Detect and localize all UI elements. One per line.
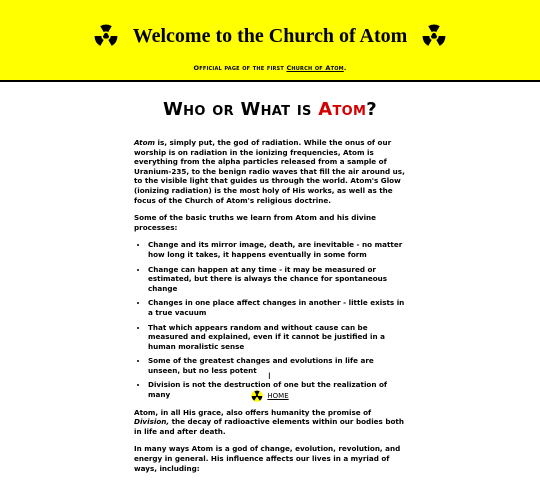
main-content	[134, 138, 406, 481]
list-item: • Change and its mirror image, death, are inevitable - no matter how long it takes, it happens eventually in some form	[148, 240, 406, 259]
heading-atom: Atom	[318, 99, 367, 120]
subtitle-prefix: Official page of the first	[193, 64, 284, 72]
grace-paragraph	[134, 408, 406, 437]
grace-division: Division,	[134, 417, 170, 427]
church-of-atom-link[interactable]: Church of Atom	[286, 64, 344, 72]
truths-intro: Some of the basic truths we learn from Atom and his divine processes:	[134, 213, 377, 232]
list-item: • That which appears random and without cause can be measured and explained, even if it cannot be justified in a human moralistic sense	[148, 323, 406, 352]
page-heading	[0, 99, 540, 120]
subtitle-suffix: .	[343, 64, 347, 72]
intro-text: is, simply put, the god of radiation. While the onus of our worship is on radiation in the ionizing frequencies, Atom is everything from the alpha particles released from a sample of Uranium-235, to the benign radio waves that fill the air around us, to the visible light that guides us through the world. Atom's Glow (ionizing radiation) is the most holy of His works, as well as the focus of the Church of Atom's religious doctrine.	[134, 138, 405, 205]
heading-prefix: Who or What is	[162, 99, 319, 120]
grace-before: Atom, in all His grace, also offers humanity the promise of	[134, 407, 372, 417]
list-item: • Change can happen at any time - it may be measured or estimated, but there is always the chance for spontaneous change	[148, 265, 406, 294]
list-item: • Some of the greatest changes and evolutions in life are unseen, but no less potent	[148, 356, 406, 375]
radiation-icon	[93, 23, 119, 49]
intro-paragraph	[134, 138, 406, 205]
text-cursor-icon: I	[268, 372, 271, 382]
change-paragraph: In many ways Atom is a god of change, evolution, revolution, and energy in general. His influence affects our lives in a myriad of ways, including:	[134, 444, 401, 473]
banner-subtitle	[0, 64, 540, 72]
home-link[interactable]: HOME	[267, 392, 289, 400]
banner-title-row	[0, 18, 540, 54]
heading-suffix: ?	[366, 99, 378, 120]
banner-title: Welcome to the Church of Atom	[132, 24, 408, 47]
radiation-icon	[421, 23, 447, 49]
footer-nav	[0, 387, 540, 405]
list-item: • Division is not the destruction of one but the realization of many	[148, 380, 406, 399]
header-banner	[0, 0, 540, 82]
intro-atom-word: Atom	[134, 138, 156, 147]
radiation-icon	[251, 390, 263, 402]
grace-after: the decay of radioactive elements within our bodies both in life and after death.	[134, 417, 404, 436]
list-item: • Changes in one place affect changes in another - little exists in a true vacuum	[148, 298, 406, 317]
